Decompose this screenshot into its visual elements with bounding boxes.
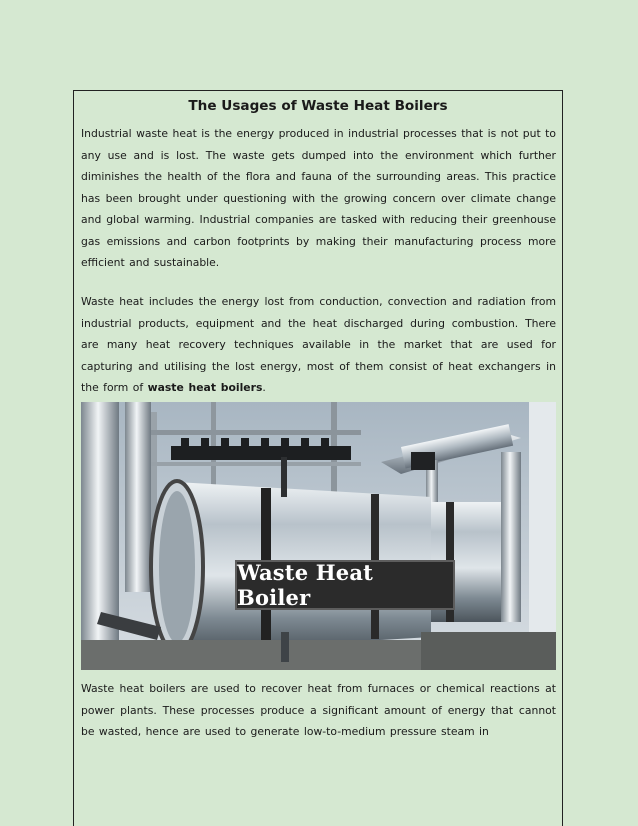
paragraph-intro: Industrial waste heat is the energy produced in industrial processes that is not put to any use and is lost. The waste gets dumped into the environment which further diminishes the health of the flora and fauna of the surrounding areas. This practice has been brought under questioning with the growing concern over climate change and global warming. Industrial companies are tasked with reducing their greenhouse gas emissions and carbon footprints by making their manufacturing process more efficient and sustainable. xyxy=(81,127,556,269)
waste-heat-boiler-banner: Waste Heat Boiler xyxy=(235,560,455,610)
paragraph-usage: Waste heat boilers are used to recover heat from furnaces or chemical reactions at power plants. These processes produce a significant amount of energy that cannot be wasted, hence are used to generate low-to-medium pressure steam in xyxy=(81,682,556,738)
paragraph-waste-heat-end: . xyxy=(262,381,266,394)
waste-heat-boilers-emphasis: waste heat boilers xyxy=(147,381,263,394)
paragraph-waste-heat xyxy=(81,291,556,399)
document-title: The Usages of Waste Heat Boilers xyxy=(188,98,448,114)
boiler-photo xyxy=(81,402,556,670)
paragraph-waste-heat-text: Waste heat includes the energy lost from conduction, convection and radiation from industrial products, equipment and the heat discharged during combustion. There are many heat recovery techniques available in the market that are used for capturing and utilising the lost energy, most of them consist of heat exchangers in the form of xyxy=(81,295,556,394)
document-frame xyxy=(73,90,563,826)
boiler-illustration xyxy=(81,402,556,670)
